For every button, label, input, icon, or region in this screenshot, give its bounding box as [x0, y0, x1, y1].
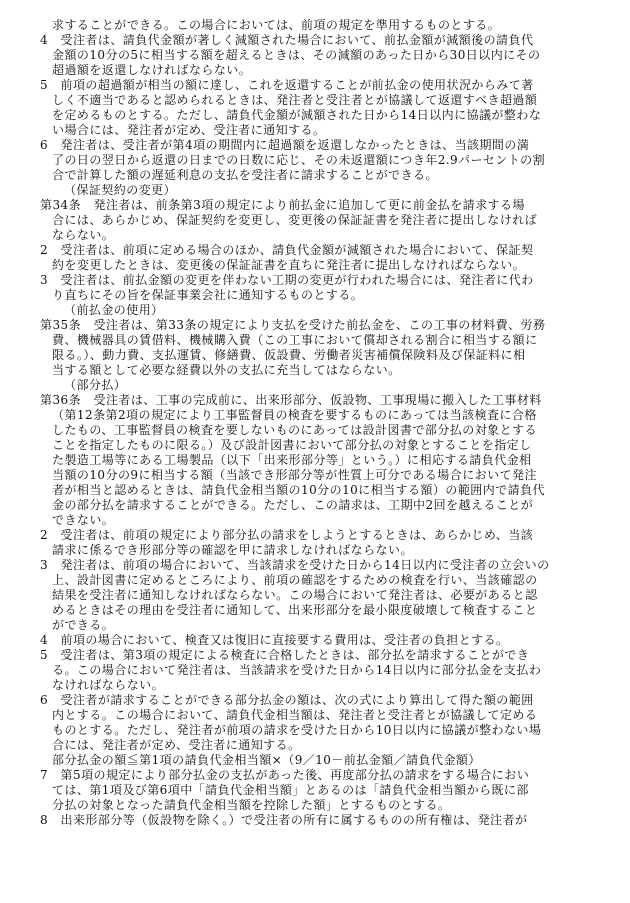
- text-line: 合で計算した額の遅延利息の支払を受注者に請求することができる。: [52, 168, 438, 182]
- text-line: 金額の10分の5に相当する額を超えるときは、その減額のあった日から30日以内にその: [52, 48, 541, 62]
- text-line: ことを指定したものに限る。）及び設計図書において部分払の対象とすることを指定し: [52, 438, 532, 452]
- text-line: 求することができる。この場合においては、前項の規定を準用するものとする。: [52, 18, 501, 32]
- text-line: 金の部分払を請求することができる。ただし、この請求は、工期中2回を越えることが: [52, 498, 534, 512]
- text-line: 8 出来形部分等（仮設物を除く。）で受注者の所有に属するものの所有権は、発注者が: [40, 813, 528, 827]
- text-line: 超過額を返還しなければならない。: [52, 63, 252, 77]
- text-line: 者が相当と認めるときは、請負代金相当額の10分の10に相当する額）の範囲内で請負代: [52, 483, 545, 497]
- text-line: 合には、発注者が定め、受注者に通知する。: [52, 738, 301, 752]
- text-line: 約を変更したときは、変更後の保証証書を直ちに発注者に提出しなければならない。: [52, 258, 526, 272]
- text-line: 6 受注者が請求することができる部分払金の額は、次の式により算出して得た額の範囲: [40, 693, 534, 707]
- text-line: 5 前項の超過額が相当の額に達し、これを返還することが前払金の使用状況からみて著: [40, 78, 534, 92]
- text-line: 当額の10分の9に相当する額（当該でき形部分等が性質上可分である場合において発注: [52, 468, 537, 482]
- text-line: ができる。: [52, 618, 115, 632]
- text-line: 第36条 受注者は、工事の完成前に、出来形部分、仮設物、工事現場に搬入した工事材料: [40, 393, 542, 407]
- text-line: 第35条 受注者は、第33条の規定により支払を受けた前払金を、この工事の材料費、労務: [40, 318, 546, 332]
- text-line: （前払金の使用）: [64, 303, 164, 317]
- text-line: り直ちにその旨を保証事業会社に通知するものとする。: [52, 288, 364, 302]
- text-line: 3 受注者は、前払金額の変更を伴わない工期の変更が行われた場合には、発注者に代わ: [40, 273, 534, 287]
- text-line: 第34条 発注者は、前条第3項の規定により前払金に追加して更に前金払を請求する場: [40, 198, 525, 212]
- text-line: い場合には、発注者が定め、受注者に通知する。: [52, 123, 326, 137]
- text-line: 2 受注者は、前項に定める場合のほか、請負代金額が減額された場合において、保証契: [40, 243, 534, 257]
- text-line: （部分払）: [64, 378, 127, 392]
- text-line: 5 受注者は、第3項の規定による検査に合格したときは、部分払を請求することができ: [40, 648, 530, 662]
- text-line: したもの、工事監督員の検査を要しないものにあっては設計図書で部分払の対象とする: [52, 423, 537, 437]
- text-line: 当する額として必要な経費以外の支払に充当してはならない。: [52, 363, 401, 377]
- text-line: 限る。）、動力費、支払運賃、修繕費、仮設費、労働者災害補償保険料及び保証料に相: [52, 348, 526, 362]
- text-line: （保証契約の変更）: [64, 183, 177, 197]
- text-line: めるときはその理由を受注者に通知して、出来形部分を最小限度破壊して検査すること: [52, 603, 538, 617]
- text-line: る。この場合において発注者は、当該請求を受けた日から14日以内に部分払金を支払わ: [52, 663, 542, 677]
- text-line: 部分払金の額≦第1項の請負代金相当額×（9／10－前払金額／請負代金額）: [52, 753, 481, 767]
- text-line: （第12条第2項の規定により工事監督員の検査を要するものにあっては当該検査に合格: [52, 408, 537, 422]
- text-line: 2 受注者は、前項の規定により部分払の請求をしようとするときは、あらかじめ、当該: [40, 528, 534, 542]
- text-line: 分払の対象となった請負代金相当額を控除した額」とするものとする。: [52, 798, 451, 812]
- text-line: 3 発注者は、前項の場合において、当該請求を受けた日から14日以内に受注者の立会いの: [40, 558, 550, 572]
- text-line: た製造工場等にある工場製品（以下「出来形部分等」という。）に相応する請負代金相: [52, 453, 532, 467]
- text-line: 7 第5項の規定により部分払金の支払があった後、再度部分払の請求をする場合におい: [40, 768, 530, 782]
- text-line: 了の日の翌日から返還の日までの日数に応じ、その未返還額につき年2.9パーセントの割: [52, 153, 546, 167]
- text-line: 請求に係るでき形部分等の確認を甲に請求しなければならない。: [52, 543, 413, 557]
- text-line: 結果を受注者に通知しなければならない。この場合において発注者は、必要があると認: [52, 588, 538, 602]
- text-line: ものとする。ただし、発注者が前項の請求を受けた日から10日以内に協議が整わない場: [52, 723, 542, 737]
- text-line: なければならない。: [52, 678, 165, 692]
- text-line: を定めるものとする。ただし、請負代金額が減額された日から14日以内に協議が整わな: [52, 108, 542, 122]
- text-line: できない。: [52, 513, 115, 527]
- text-line: ならない。: [52, 228, 115, 242]
- text-line: 内とする。この場合において、請負代金相当額は、発注者と受注者とが協議して定める: [52, 708, 538, 722]
- text-line: ては、第1項及び第6項中「請負代金相当額」とあるのは「請負代金相当額から既に部: [52, 783, 529, 797]
- text-line: 4 前項の場合において、検査又は復旧に直接要する費用は、受注者の負担とする。: [40, 633, 509, 647]
- text-line: しく不適当であると認められるときは、発注者と受注者とが協議して返還すべき超過額: [52, 93, 538, 107]
- text-line: 6 発注者は、受注者が第4項の期間内に超過額を返還しなかったときは、当該期間の満: [40, 138, 530, 152]
- text-line: 費、機械器具の賃借料、機械購入費（この工事において償却される割合に相当する額に: [52, 333, 538, 347]
- text-line: 上、設計図書に定めるところにより、前項の確認をするための検査を行い、当該確認の: [52, 573, 538, 587]
- text-line: 4 受注者は、請負代金額が著しく減額された場合において、前払金額が減額後の請負代: [40, 33, 534, 47]
- text-line: 合には、あらかじめ、保証契約を変更し、変更後の保証証書を発注者に提出しなければ: [52, 213, 538, 227]
